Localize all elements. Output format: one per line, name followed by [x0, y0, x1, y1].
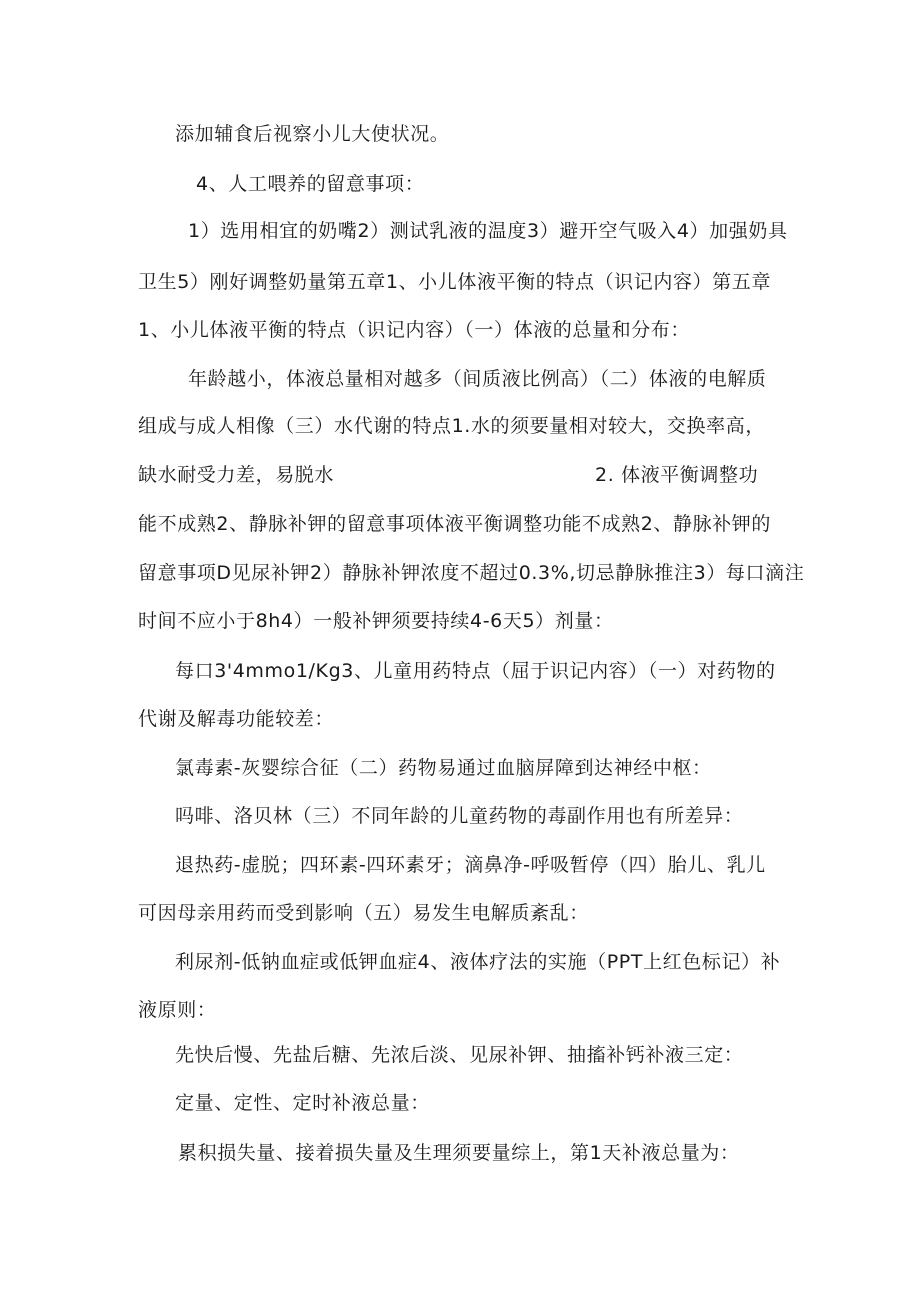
- text-line-10: 留意事项D见尿补钾2）静脉补钾浓度不超过0.3%,切忌静脉推注3）每口滴注: [138, 562, 805, 584]
- text-line-5: 1、小儿体液平衡的特点（识记内容）（一）体液的总量和分布：: [138, 319, 690, 341]
- text-line-16: 退热药-虚脱；四环素-四环素牙；滴鼻净-呼吸暂停（四）胎儿、乳儿: [175, 854, 766, 876]
- text-line-15: 吗啡、洛贝林（三）不同年龄的儿童药物的毒副作用也有所差异：: [175, 805, 744, 827]
- text-line-22: 累积损失量、接着损失量及生理须要量综上，第1天补液总量为：: [178, 1142, 740, 1164]
- text-line-20: 先快后慢、先盐后糖、先浓后淡、见尿补钾、抽搐补钙补液三定：: [175, 1044, 744, 1066]
- text-line-12: 每口3'4mmo1∕Kg3、儿童用药特点（屈于识记内容）（一）对药物的: [175, 660, 776, 682]
- text-line-8a: 缺水耐受力差，易脱水: [138, 464, 335, 486]
- text-line-21: 定量、定性、定时补液总量：: [175, 1092, 430, 1114]
- text-line-9: 能不成熟2、静脉补钾的留意事项体液平衡调整功能不成熟2、静脉补钾的: [138, 513, 771, 535]
- text-line-11: 时间不应小于8h4）一般补钾须要持续4-6天5）剂量：: [138, 610, 614, 632]
- text-line-1: 添加辅食后视察小儿大使状况。: [175, 123, 450, 145]
- text-line-4: 卫生5）刚好调整奶量第五章1、小儿体液平衡的特点（识记内容）第五章: [138, 271, 771, 293]
- text-line-14: 氯毒素-灰婴综合征（二）药物易通过血脑屏障到达神经中枢：: [175, 757, 712, 779]
- text-line-19: 液原则：: [138, 999, 217, 1021]
- text-line-7: 组成与成人相像（三）水代谢的特点1.水的须要量相对较大，交换率高，: [138, 415, 765, 437]
- text-line-17: 可因母亲用药而受到影响（五）易发生电解质紊乱：: [138, 902, 589, 924]
- text-line-6: 年龄越小，体液总量相对越多（间质液比例高）（二）体液的电解质: [188, 368, 767, 390]
- text-line-8b: 2. 体液平衡调整功: [595, 464, 759, 486]
- text-line-3: 1）选用相宜的奶嘴2）测试乳液的温度3）避开空气吸入4）加强奶具: [188, 220, 788, 242]
- text-line-2: 4、人工喂养的留意事项：: [196, 173, 425, 195]
- text-line-18: 利尿剂-低钠血症或低钾血症4、液体疗法的实施（PPT上红色标记）补: [175, 951, 781, 973]
- text-line-13: 代谢及解毒功能较差：: [138, 708, 335, 730]
